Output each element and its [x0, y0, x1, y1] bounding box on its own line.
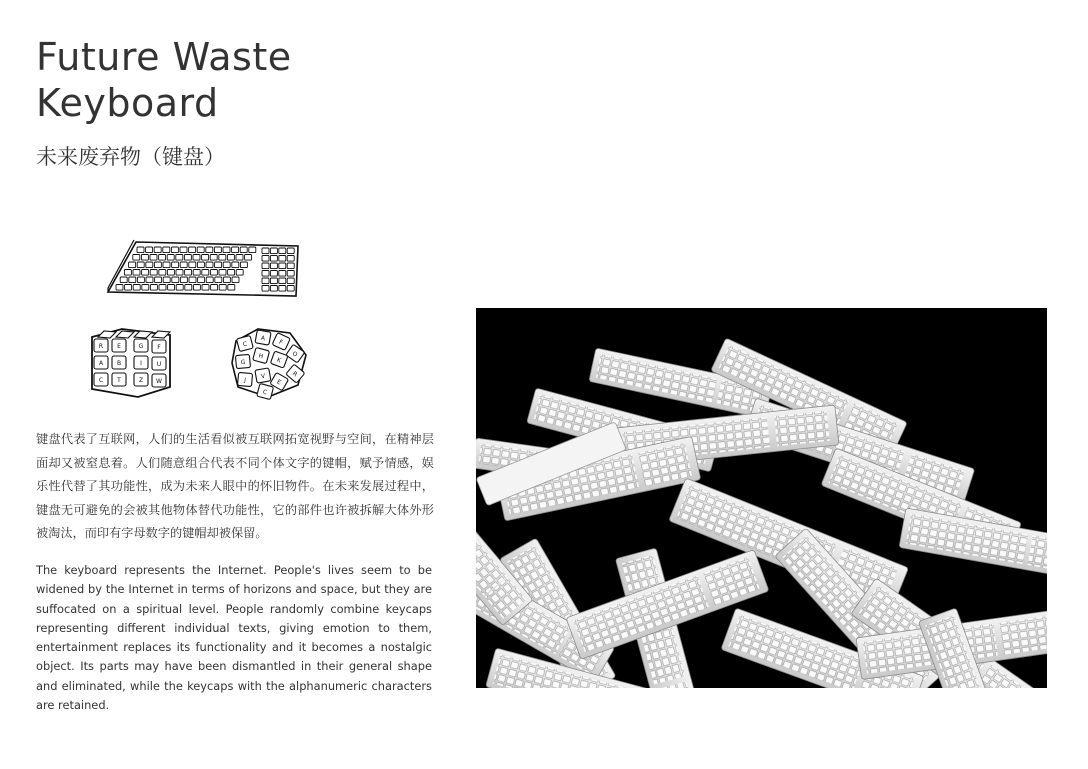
scattered-keycaps-sketch	[228, 325, 310, 401]
svg-text:H: H	[257, 352, 264, 361]
svg-text:Z: Z	[138, 377, 144, 384]
svg-text:O: O	[290, 350, 299, 359]
svg-text:R: R	[98, 343, 104, 350]
svg-text:C: C	[261, 388, 268, 397]
svg-text:G: G	[240, 358, 246, 367]
page-subtitle: 未来废弃物（键盘）	[36, 145, 225, 169]
page-title	[36, 34, 396, 126]
svg-text:C: C	[98, 377, 104, 384]
svg-text:R: R	[290, 370, 299, 379]
english-description: The keyboard represents the Internet. People's lives seem to be widened by the Internet in terms of horizons and space, but they are suffocated on a spiritual level. People randomly combine keycaps representing different individual texts, giving emotion to them, entertainment replaces its functionality and it becomes a nostalgic object. Its parts may have been dismantled in their general shape and eliminated, while the keycaps with the alphanumeric characters are retained.	[36, 563, 432, 713]
keycap-cube-sketch	[88, 325, 174, 401]
svg-text:T: T	[117, 377, 121, 384]
svg-text:E: E	[117, 343, 121, 350]
svg-text:B: B	[116, 360, 122, 367]
svg-text:J: J	[243, 376, 247, 385]
svg-text:U: U	[156, 361, 162, 368]
svg-text:E: E	[275, 378, 283, 387]
svg-text:W: W	[156, 378, 162, 385]
svg-text:C: C	[242, 340, 249, 349]
title-line-1: Future Waste	[36, 35, 292, 79]
chinese-description: 键盘代表了互联网，人们的生活看似被互联网拓宽视野与空间，在精神层面却又被窒息着。人们随意组合代表不同个体文字的键帽，赋予情感，娱乐性代替了其功能性，成为未来人眼中的怀旧物件。在未来发展过程中，键盘无可避免的会被其他物体替代功能性，它的部件也许被拆解大体外形被淘汰，而印有字母数字的键帽却被保留。	[36, 432, 434, 541]
svg-text:F: F	[157, 344, 161, 351]
svg-text:K: K	[275, 356, 282, 365]
keyboard-pile-render	[476, 308, 1047, 688]
title-line-2: Keyboard	[36, 81, 219, 125]
svg-text:A: A	[260, 334, 266, 343]
keyboard-sketch	[104, 238, 304, 304]
svg-text:V: V	[260, 372, 266, 381]
svg-text:I: I	[140, 360, 142, 367]
svg-text:G: G	[138, 343, 144, 350]
svg-text:F: F	[277, 338, 284, 347]
svg-text:A: A	[98, 360, 104, 367]
